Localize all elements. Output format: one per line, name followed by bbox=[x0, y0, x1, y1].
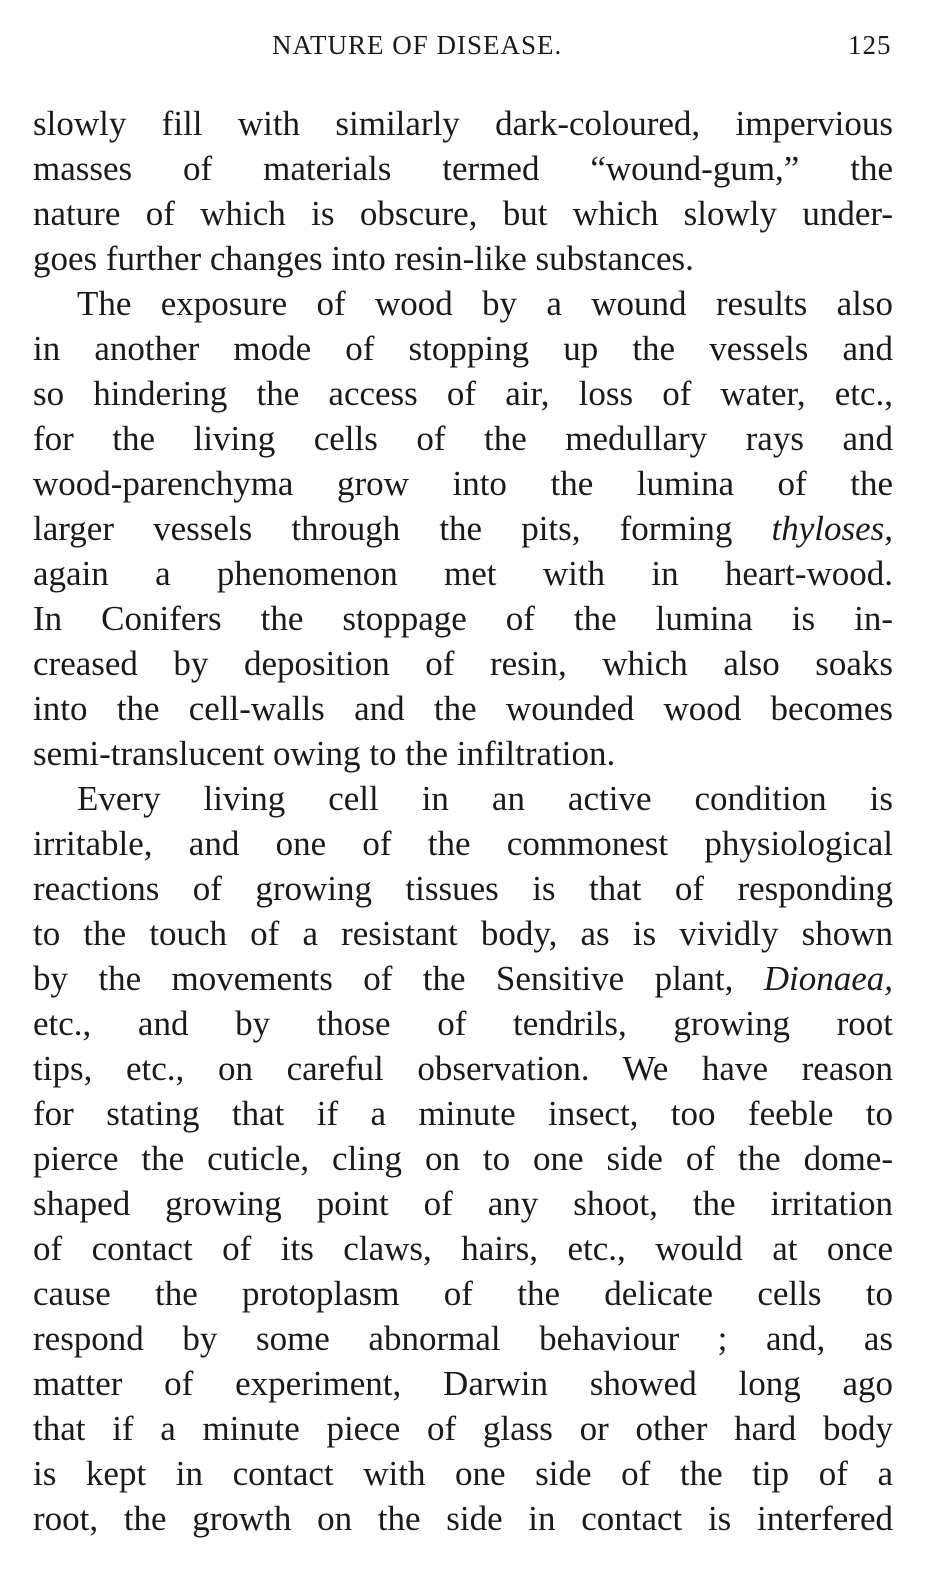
text-line: of contact of its claws, hairs, etc., would at once bbox=[33, 1229, 893, 1268]
text-line: reactions of growing tissues is that of responding bbox=[33, 869, 893, 908]
italic-term-dionaea: Dionaea, bbox=[763, 959, 893, 998]
text-line bbox=[33, 957, 893, 1001]
text-line: is kept in contact with one side of the tip of a bbox=[33, 1454, 893, 1493]
line-text: by the movements of the Sensitive plant, bbox=[33, 959, 734, 998]
text-line: semi-translucent owing to the infiltration. bbox=[33, 734, 616, 773]
text-line: in another mode of stopping up the vessels and bbox=[33, 329, 893, 368]
text-line: cause the protoplasm of the delicate cells to bbox=[33, 1274, 893, 1313]
text-line: that if a minute piece of glass or other hard body bbox=[33, 1409, 893, 1448]
text-line: matter of experiment, Darwin showed long ago bbox=[33, 1364, 893, 1403]
text-line: etc., and by those of tendrils, growing root bbox=[33, 1004, 893, 1043]
text-line: pierce the cuticle, cling on to one side of the dome- bbox=[33, 1139, 893, 1178]
text-line: irritable, and one of the commonest physiological bbox=[33, 824, 893, 863]
text-line: shaped growing point of any shoot, the irritation bbox=[33, 1184, 893, 1223]
running-head bbox=[0, 30, 929, 70]
text-line: so hindering the access of air, loss of water, etc., bbox=[33, 374, 893, 413]
text-line: to the touch of a resistant body, as is vividly shown bbox=[33, 914, 893, 953]
text-line: masses of materials termed “wound-gum,” the bbox=[33, 149, 893, 188]
text-line: slowly fill with similarly dark-coloured, impervious bbox=[33, 104, 893, 143]
text-line: nature of which is obscure, but which slowly under- bbox=[33, 194, 893, 233]
text-line: wood-parenchyma grow into the lumina of the bbox=[33, 464, 893, 503]
text-line: creased by deposition of resin, which also soaks bbox=[33, 644, 893, 683]
text-line: for stating that if a minute insect, too feeble to bbox=[33, 1094, 893, 1133]
text-line: In Conifers the stoppage of the lumina is in- bbox=[33, 599, 893, 638]
running-title: NATURE OF DISEASE. bbox=[272, 30, 563, 60]
text-line: for the living cells of the medullary rays and bbox=[33, 419, 893, 458]
page-number: 125 bbox=[848, 30, 892, 60]
paragraph-start-line: The exposure of wood by a wound results also bbox=[77, 284, 893, 323]
text-line bbox=[33, 507, 893, 551]
text-line: again a phenomenon met with in heart-wood. bbox=[33, 554, 893, 593]
text-line: root, the growth on the side in contact is interfered bbox=[33, 1499, 893, 1538]
text-line: goes further changes into resin-like substances. bbox=[33, 239, 694, 278]
line-text: larger vessels through the pits, forming bbox=[33, 509, 733, 548]
text-line: tips, etc., on careful observation. We have reason bbox=[33, 1049, 893, 1088]
italic-term-thyloses: thyloses, bbox=[771, 509, 893, 548]
paragraph-start-line: Every living cell in an active condition is bbox=[77, 779, 893, 818]
text-line: into the cell-walls and the wounded wood becomes bbox=[33, 689, 893, 728]
text-line: respond by some abnormal behaviour ; and, as bbox=[33, 1319, 893, 1358]
